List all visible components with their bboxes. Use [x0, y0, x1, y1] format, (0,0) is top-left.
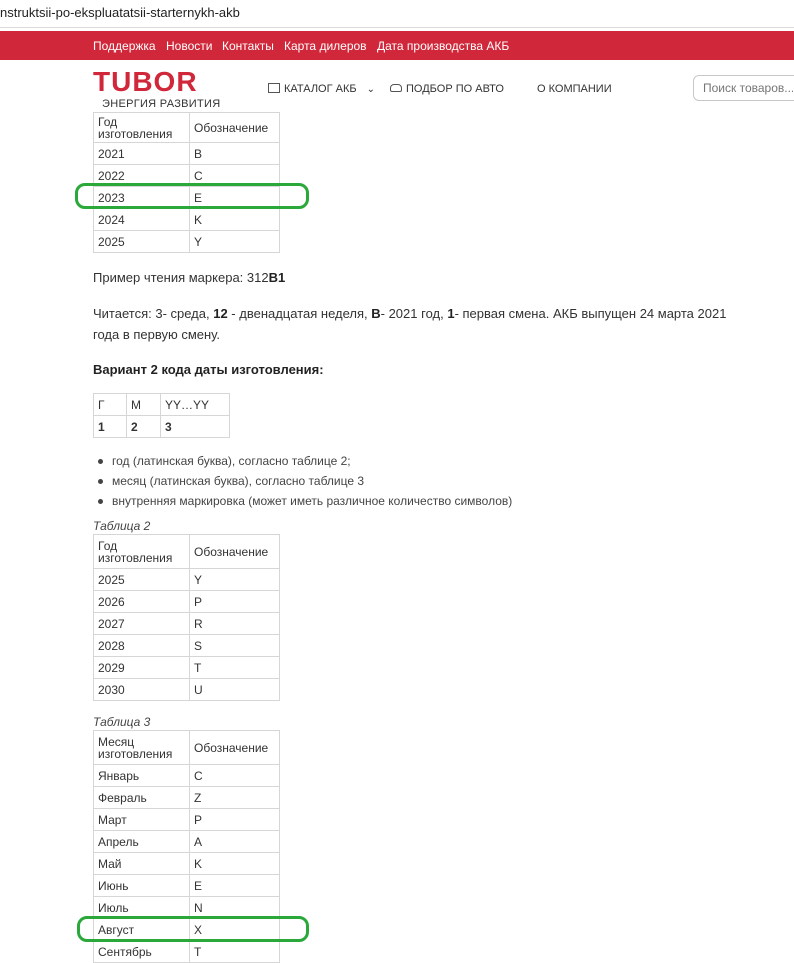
table-row: [94, 765, 280, 787]
list-item: внутренняя маркировка (может иметь различное количество символов): [112, 491, 512, 511]
reading-part: Читается: 3- среда,: [93, 306, 214, 321]
cell-month: Август: [94, 919, 190, 941]
cell-code: P: [190, 809, 280, 831]
nav-link-contacts[interactable]: Контакты: [222, 39, 274, 53]
cell-month: Июнь: [94, 875, 190, 897]
table-row: [94, 853, 280, 875]
reading-bold: B: [371, 306, 381, 321]
table-row: [94, 591, 280, 613]
cell-code: K: [190, 209, 280, 231]
address-bar[interactable]: [0, 0, 794, 28]
table-row: [94, 209, 280, 231]
menu-pick-label: ПОДБОР ПО АВТО: [406, 83, 504, 95]
cell-month: Сентябрь: [94, 941, 190, 963]
code-value: 1: [94, 416, 127, 438]
cell-code: N: [190, 897, 280, 919]
table-row: [94, 569, 280, 591]
variant2-heading: Вариант 2 кода даты изготовления:: [93, 362, 324, 377]
table-row: [94, 231, 280, 253]
chevron-down-icon[interactable]: ⌄: [366, 84, 375, 95]
header-month: Месяц изготовления: [94, 731, 190, 765]
cell-code: Z: [190, 787, 280, 809]
cell-month: Май: [94, 853, 190, 875]
header-designation: Обозначение: [190, 535, 280, 569]
header-year: Год изготовления: [94, 535, 190, 569]
table-header-row: [94, 535, 280, 569]
nav-link-news[interactable]: Новости: [166, 39, 213, 53]
cell-month: Март: [94, 809, 190, 831]
menu-about[interactable]: [537, 83, 612, 95]
reading-part: - первая смена. АКБ выпущен 24 марта 2021 года в первую смену.: [93, 306, 727, 342]
cell-month: Январь: [94, 765, 190, 787]
cell-year: 2021: [94, 143, 190, 165]
table-row: [94, 416, 230, 438]
menu-pick-by-car[interactable]: [390, 83, 504, 95]
cell-year: 2026: [94, 591, 190, 613]
site-header: [0, 60, 794, 114]
cell-year: 2030: [94, 679, 190, 701]
table-row: [94, 787, 280, 809]
code-value: 2: [127, 416, 161, 438]
menu-catalog-label: КАТАЛОГ АКБ: [284, 83, 357, 95]
cell-code: C: [190, 765, 280, 787]
example-bold: B1: [268, 270, 286, 285]
reading-part: - 2021 год,: [380, 306, 448, 321]
variant2-bullets: [93, 451, 512, 511]
table-row: [94, 635, 280, 657]
table-row: [94, 143, 280, 165]
cell-code: U: [190, 679, 280, 701]
cell-month: Июль: [94, 897, 190, 919]
header-designation: Обозначение: [190, 731, 280, 765]
reading-part: - двенадцатая неделя,: [227, 306, 372, 321]
code-format-table: [93, 393, 230, 438]
table-row: [94, 613, 280, 635]
highlight-ellipse-2023: [75, 183, 309, 209]
nav-link-dealers-map[interactable]: Карта дилеров: [284, 39, 367, 53]
tubor-logo[interactable]: [93, 66, 239, 112]
table-header-row: [94, 113, 280, 143]
reading-bold: 1: [447, 306, 455, 321]
table-row: [94, 809, 280, 831]
list-item: месяц (латинская буква), согласно таблице 3: [112, 471, 512, 491]
example-prefix: Пример чтения маркера: 312: [93, 270, 269, 285]
table2-caption: Таблица 2: [93, 519, 151, 533]
menu-about-label: О КОМПАНИИ: [537, 83, 612, 95]
list-item: год (латинская буква), согласно таблице 2;: [112, 451, 512, 471]
table-row: [94, 831, 280, 853]
table-header-row: [94, 731, 280, 765]
table-row: [94, 875, 280, 897]
cell-year: 2029: [94, 657, 190, 679]
cell-code: T: [190, 657, 280, 679]
nav-link-production-date[interactable]: Дата производства АКБ: [377, 39, 510, 53]
logo-tagline: ЭНЕРГИЯ РАЗВИТИЯ: [102, 98, 221, 110]
reading-bold: 12: [213, 306, 228, 321]
cell-year: 2023: [94, 187, 190, 209]
table3-caption: Таблица 3: [93, 715, 151, 729]
cell-month: Апрель: [94, 831, 190, 853]
cell-code: T: [190, 941, 280, 963]
header-designation: Обозначение: [190, 113, 280, 143]
cell-code: Y: [190, 231, 280, 253]
cell-year: 2028: [94, 635, 190, 657]
cell-year: 2022: [94, 165, 190, 187]
example-text: [93, 267, 285, 288]
cell-year: 2025: [94, 231, 190, 253]
table-row: [94, 941, 280, 963]
logo-wordmark: TUBOR: [93, 66, 198, 97]
cell-code: X: [190, 919, 280, 941]
cell-code: B: [190, 143, 280, 165]
cell-code: A: [190, 831, 280, 853]
reading-text: [93, 303, 753, 345]
top-nav-bar: [0, 31, 794, 60]
catalog-icon: [268, 83, 280, 93]
cell-code: E: [190, 187, 280, 209]
code-header-month: М: [127, 394, 161, 416]
cell-code: S: [190, 635, 280, 657]
menu-catalog[interactable]: [268, 83, 375, 95]
nav-link-support[interactable]: Поддержка: [93, 39, 156, 53]
table-header-row: [94, 394, 230, 416]
cell-code: P: [190, 591, 280, 613]
cell-year: 2027: [94, 613, 190, 635]
cell-code: C: [190, 165, 280, 187]
year-table-2: [93, 534, 280, 701]
cell-code: K: [190, 853, 280, 875]
address-url[interactable]: nstruktsii-po-ekspluatatsii-starternykh-akb: [0, 5, 240, 20]
highlight-ellipse-august: [77, 916, 309, 942]
search-input[interactable]: [693, 75, 794, 101]
cell-code: Y: [190, 569, 280, 591]
cell-code: R: [190, 613, 280, 635]
table-row: [94, 679, 280, 701]
cell-year: 2025: [94, 569, 190, 591]
car-icon: [390, 84, 402, 92]
table-row: [94, 657, 280, 679]
code-header-internal: YY…YY: [161, 394, 230, 416]
cell-month: Февраль: [94, 787, 190, 809]
code-header-year: Г: [94, 394, 127, 416]
cell-code: E: [190, 875, 280, 897]
header-year: Год изготовления: [94, 113, 190, 143]
cell-year: 2024: [94, 209, 190, 231]
code-value: 3: [161, 416, 230, 438]
